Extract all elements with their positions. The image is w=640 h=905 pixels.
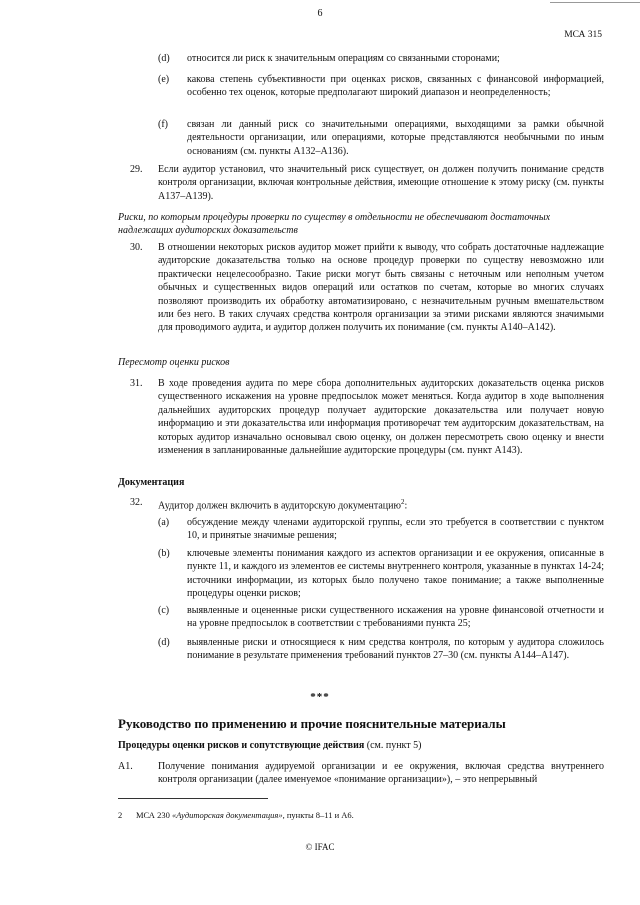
item-e-text: какова степень субъективности при оценках рисков, связанных с финансовой информацией, особенно тех оценок, которые предполагают широкий диапазон и неопределенность; — [187, 74, 604, 99]
paragraph-32-number: 32. — [130, 497, 143, 508]
item-32a-label: (a) — [158, 517, 170, 528]
page-number: 6 — [317, 8, 323, 19]
footnote-divider — [118, 798, 268, 799]
item-32c-label: (c) — [158, 605, 170, 616]
item-d-label: (d) — [158, 53, 170, 64]
standard-code: МСА 315 — [564, 30, 602, 40]
paragraph-29-text: Если аудитор установил, что значительный риск существует, он должен получить понимание средств контроля организации, включая контрольные действия, имеющие отношение к этому риску (см. пункты А137–А139). — [158, 164, 604, 202]
footnote-number: 2 — [118, 810, 123, 820]
item-f-text: связан ли данный риск со значительными операциями, выходящими за рамки обычной деятельности организации, или операциями, которые представляются необычными по иным основаниям (см. пункты А132–А136). — [187, 119, 604, 157]
item-32b-label: (b) — [158, 548, 170, 559]
section-separator: *** — [310, 691, 330, 703]
footnote-text: МСА 230 «Аудиторская документация», пункты 8–11 и А6. — [136, 810, 354, 820]
item-32d-label: (d) — [158, 637, 170, 648]
footnote-ref-2: 2 — [400, 498, 405, 506]
heading-documentation: Документация — [118, 477, 185, 488]
paragraph-32-text: Аудитор должен включить в аудиторскую документацию$^2$: — [158, 498, 408, 512]
paragraph-31-number: 31. — [130, 378, 143, 389]
item-32b-text: ключевые элементы понимания каждого из аспектов организации и ее окружения, описанные в пункте 11, и каждого из элементов ее системы внутреннего контроля, указанные в пунктах 14-24; источники информации, из которых было получено такое понимание; а также выполненные процедуры оценки рисков; — [187, 548, 604, 600]
heading-substantive-risks: Риски, по которым процедуры проверки по существу в отдельности не обеспечивают достаточных надлежащих аудиторских доказательств — [118, 212, 551, 237]
top-edge-line — [550, 2, 640, 3]
paragraph-31-text: В ходе проведения аудита по мере сбора дополнительных аудиторских доказательств оценка рисков существенного искажения на уровне предпосылок может меняться. Когда аудитор в ходе выполнения дальнейших аудиторских процедур получает аудиторские доказательства или получает новую информацию и эти доказательства или информация противоречат тем аудиторским доказательствам, на которых аудитор изначально основывал свою оценку, он должен пересмотреть свою оценку и внести изменения в запланированные дальнейшие аудиторские процедуры (см. пункт А143). — [158, 378, 604, 457]
paragraph-a1-number: A1. — [118, 761, 133, 772]
item-32c-text: выявленные и оцененные риски существенного искажения на уровне финансовой отчетности и на уровне предпосылок в соответствии с требованиями пункта 25; — [187, 605, 604, 630]
item-f-label: (f) — [158, 119, 168, 130]
paragraph-a1-text: Получение понимания аудируемой организации и ее окружения, включая средства внутреннего контроля организации (далее именуемое «понимание организации»), – это непрерывный — [158, 761, 604, 786]
paragraph-30-text: В отношении некоторых рисков аудитор может прийти к выводу, что собрать достаточные надлежащие аудиторские доказательства только на основе процедур проверки по существу невозможно или практически нецелесообразно. Такие риски могут быть связаны с неточным или неполным учетом обычных и существенных видов операций или остатков по счетам, которые во многих случаях позволяют производить их обработку автоматизировано, с незначительным ручным вмешательством или без него. В таких случаях средства контроля организации за этими рисками являются значимыми для проводимого аудита, и аудитор должен получить их понимание (см. пункты А140–А142). — [158, 242, 604, 334]
subsection-heading: Процедуры оценки рисков и сопутствующие действия (см. пункт 5) — [118, 740, 422, 751]
item-d-text: относится ли риск к значительным операциям со связанными сторонами; — [187, 53, 500, 64]
item-e-label: (e) — [158, 74, 170, 85]
item-32a-text: обсуждение между членами аудиторской группы, если это требуется в соответствии с пунктом 10, и принятые значимые решения; — [187, 517, 604, 542]
paragraph-30-number: 30. — [130, 242, 143, 253]
paragraph-29-number: 29. — [130, 164, 143, 175]
section-title: Руководство по применению и прочие пояснительные материалы — [118, 716, 506, 731]
item-32d-text: выявленные риски и относящиеся к ним средства контроля, по которым у аудитора сложилось понимание в результате применения требований пунктов 27–30 (см. пункты А144–А147). — [187, 637, 604, 662]
heading-risk-revision: Пересмотр оценки рисков — [118, 357, 230, 368]
footer-copyright: © IFAC — [305, 842, 335, 852]
